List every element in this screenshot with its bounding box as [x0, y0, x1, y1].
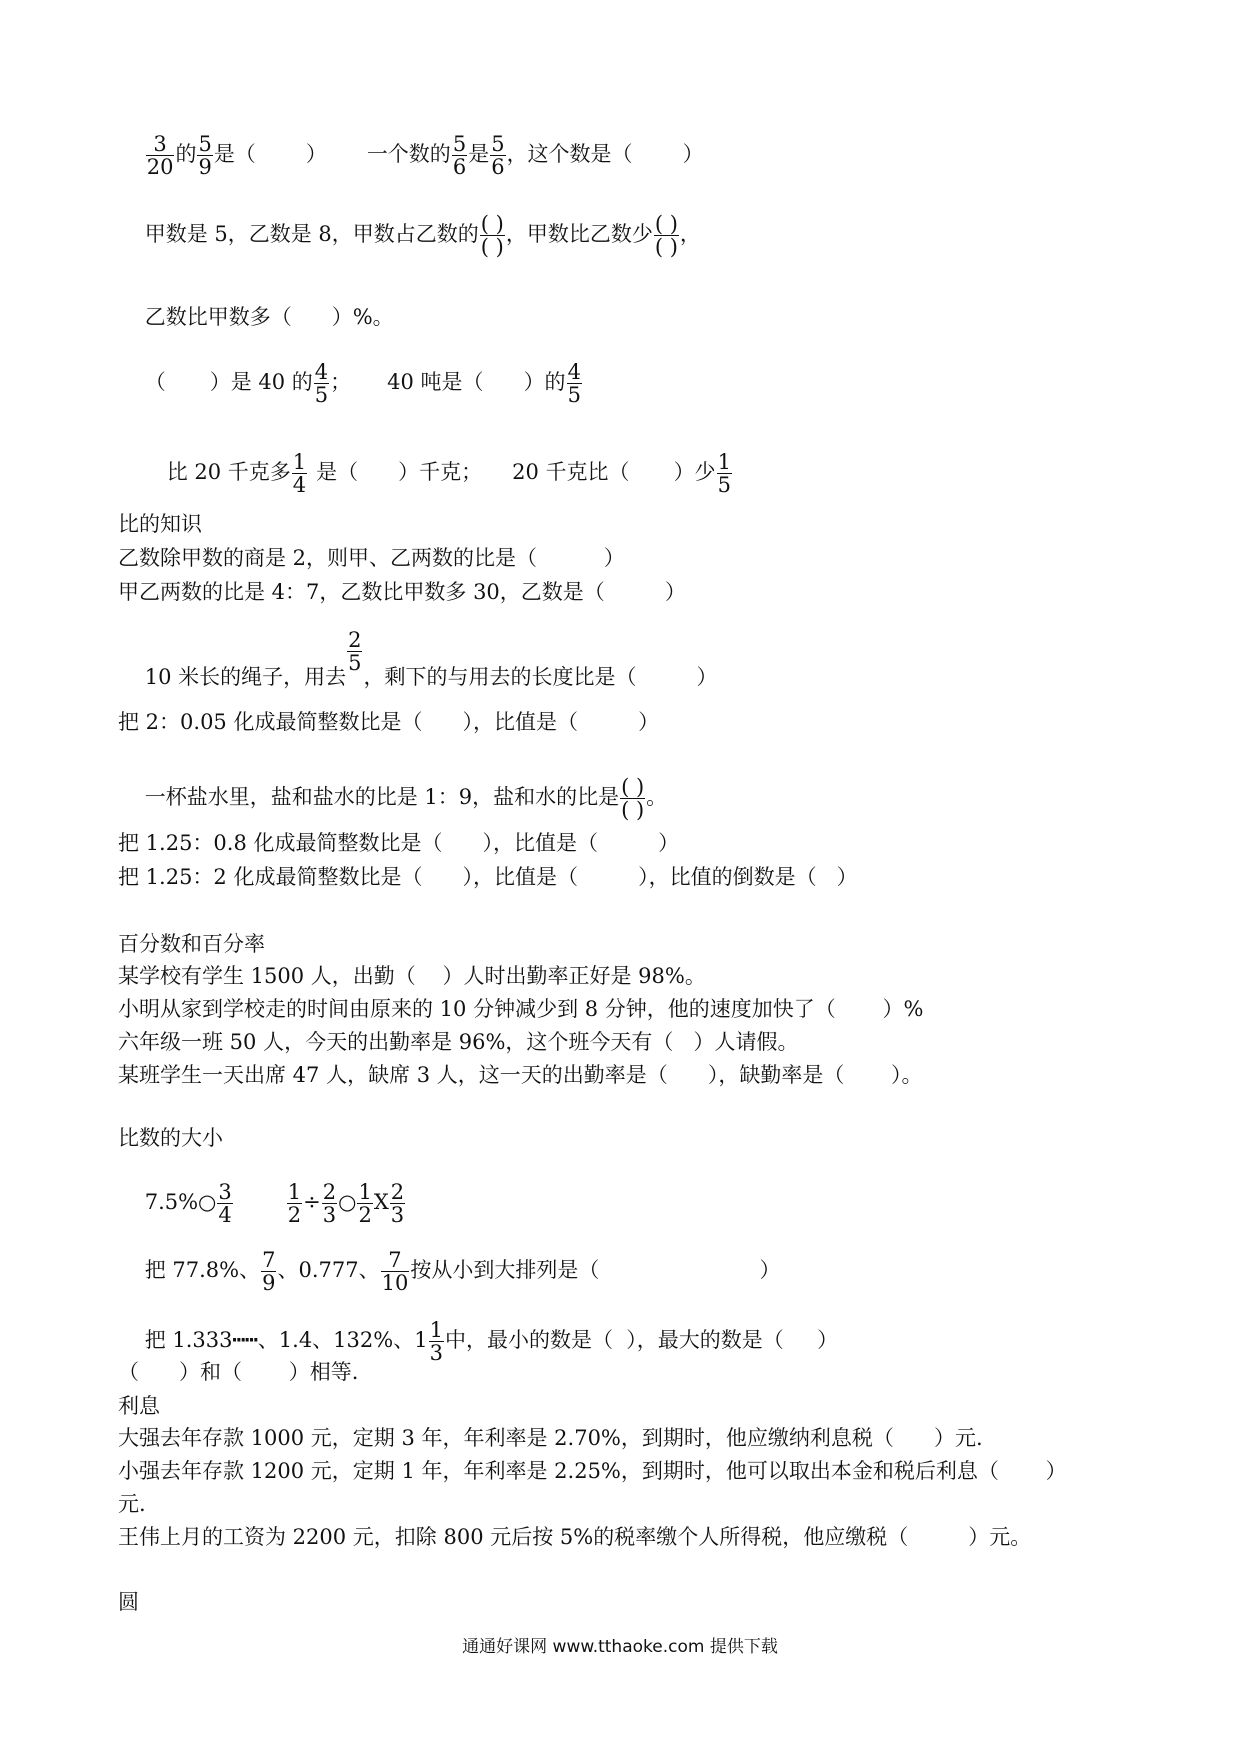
percent-question-2: 小明从家到学校走的时间由原来的 10 分钟减少到 8 分钟，他的速度加快了（ ）%: [118, 997, 924, 1021]
ratio-question-7: 把 1.25：2 化成最简整数比是（ ），比值是（ ），比值的倒数是（ ）: [118, 865, 858, 889]
ratio-question-6: 把 1.25：0.8 化成最简整数比是（ ），比值是（ ）: [118, 831, 680, 855]
empty-fraction: ( ) ( ): [654, 212, 678, 260]
percent-question-3: 六年级一班 50 人，今天的出勤率是 96%，这个班今天有（ ）人请假。: [118, 1030, 799, 1054]
empty-fraction: ( ) ( ): [480, 212, 504, 260]
ratio-question-1: 乙数除甲数的商是 2，则甲、乙两数的比是（ ）: [118, 546, 625, 570]
compare-question-4: （ ）和（ ）相等.: [118, 1360, 359, 1384]
section-heading-interest: 利息: [118, 1394, 160, 1418]
fraction: $\frac{3}{20}$: [146, 132, 174, 180]
ratio-question-4: 把 2：0.05 化成最简整数比是（ ），比值是（ ）: [118, 710, 660, 734]
fraction: $\frac{5}{9}$: [198, 132, 212, 180]
ratio-question-2: 甲乙两数的比是 4：7，乙数比甲数多 30，乙数是（ ）: [118, 580, 686, 604]
fraction-question-line-3: 乙数比甲数多（ ）%。: [144, 305, 394, 329]
fraction: $\frac{7}{10}$: [381, 1248, 409, 1296]
section-heading-ratio: 比的知识: [118, 512, 202, 536]
fraction: $\frac{2}{3}$: [322, 1180, 337, 1228]
fraction: $\frac{2}{3}$: [390, 1180, 405, 1228]
interest-question-3: 王伟上月的工资为 2200 元，扣除 800 元后按 5%的税率缴个人所得税，他应缴税（ ）元。: [118, 1525, 1032, 1549]
interest-question-2-continued: 元.: [118, 1492, 146, 1516]
fraction: $\frac{1}{2}$: [358, 1180, 372, 1228]
compare-question-2: 把 77.8%、 $\frac{7}{9}$ 、0.777、 $\frac{7}{10}$ 按从小到大排列是（ ）: [144, 1248, 781, 1296]
fraction: $\frac{1}{3}$: [429, 1318, 443, 1366]
fraction: $\frac{1}{4}$: [292, 450, 307, 498]
fraction: $\frac{2}{5}$: [348, 628, 362, 676]
compare-question-1: 7.5%○ $\frac{3}{4}$ $\frac{1}{2}$ ÷ $\frac{2}{3}$ ○ $\frac{1}{2}$ X $\frac{2}{3}$: [144, 1180, 405, 1228]
fraction: $\frac{7}{9}$: [262, 1248, 276, 1296]
ratio-question-3: 10 米长的绳子，用去 $\frac{2}{5}$ ，剩下的与用去的长度比是（ ）: [144, 628, 718, 690]
interest-question-1: 大强去年存款 1000 元，定期 3 年，年利率是 2.70%，到期时，他应缴纳利息税（ ）元.: [118, 1426, 983, 1450]
fraction-question-line-1: $\frac{3}{20}$ 的 $\frac{5}{9}$ 是（ ） 一个数的 $\frac{5}{6}$ 是 $\frac{5}{6}$ ，这个数是（ ）: [146, 132, 704, 180]
footer-source: 通通好课网 www.tthaoke.com 提供下载: [462, 1637, 778, 1657]
ratio-question-5: 一杯盐水里，盐和盐水的比是 1：9，盐和水的比是 ( ) ( ) 。: [144, 775, 668, 823]
fraction: $\frac{4}{5}$: [314, 360, 329, 408]
fraction: $\frac{4}{5}$: [567, 360, 581, 408]
fraction-question-line-2: 甲数是 5，乙数是 8，甲数占乙数的 ( ) ( ) ，甲数比乙数少 ( ) ( ) ，: [144, 212, 701, 260]
interest-question-2: 小强去年存款 1200 元，定期 1 年，年利率是 2.25%，到期时，他可以取出本金和税后利息（ ）: [118, 1459, 1067, 1483]
fraction: $\frac{5}{6}$: [452, 132, 467, 180]
fraction-question-line-5: 比 20 千克多 $\frac{1}{4}$ 是（ ）千克； 20 千克比（ ）少 $\frac{1}{5}$: [166, 450, 731, 498]
percent-question-1: 某学校有学生 1500 人，出勤（ ）人时出勤率正好是 98%。: [118, 964, 706, 988]
fraction: $\frac{5}{6}$: [491, 132, 505, 180]
fraction-question-line-4: （ ）是 40 的 $\frac{4}{5}$ ； 40 吨是（ ）的 $\frac{4}{5}$: [144, 360, 581, 408]
empty-fraction: ( ) ( ): [621, 775, 645, 823]
section-heading-compare: 比数的大小: [118, 1126, 223, 1150]
fraction: $\frac{3}{4}$: [218, 1180, 232, 1228]
compare-question-3: 把 1.333┅┅、1.4、132%、1 $\frac{1}{3}$ 中，最小的数是（ ），最大的数是（ ）: [144, 1318, 839, 1366]
percent-question-4: 某班学生一天出席 47 人，缺席 3 人，这一天的出勤率是（ ），缺勤率是（ ）。: [118, 1063, 923, 1087]
fraction: $\frac{1}{5}$: [717, 450, 731, 498]
section-heading-circle: 圆: [118, 1590, 139, 1614]
fraction: $\frac{1}{2}$: [287, 1180, 302, 1228]
section-heading-percent: 百分数和百分率: [118, 932, 265, 956]
